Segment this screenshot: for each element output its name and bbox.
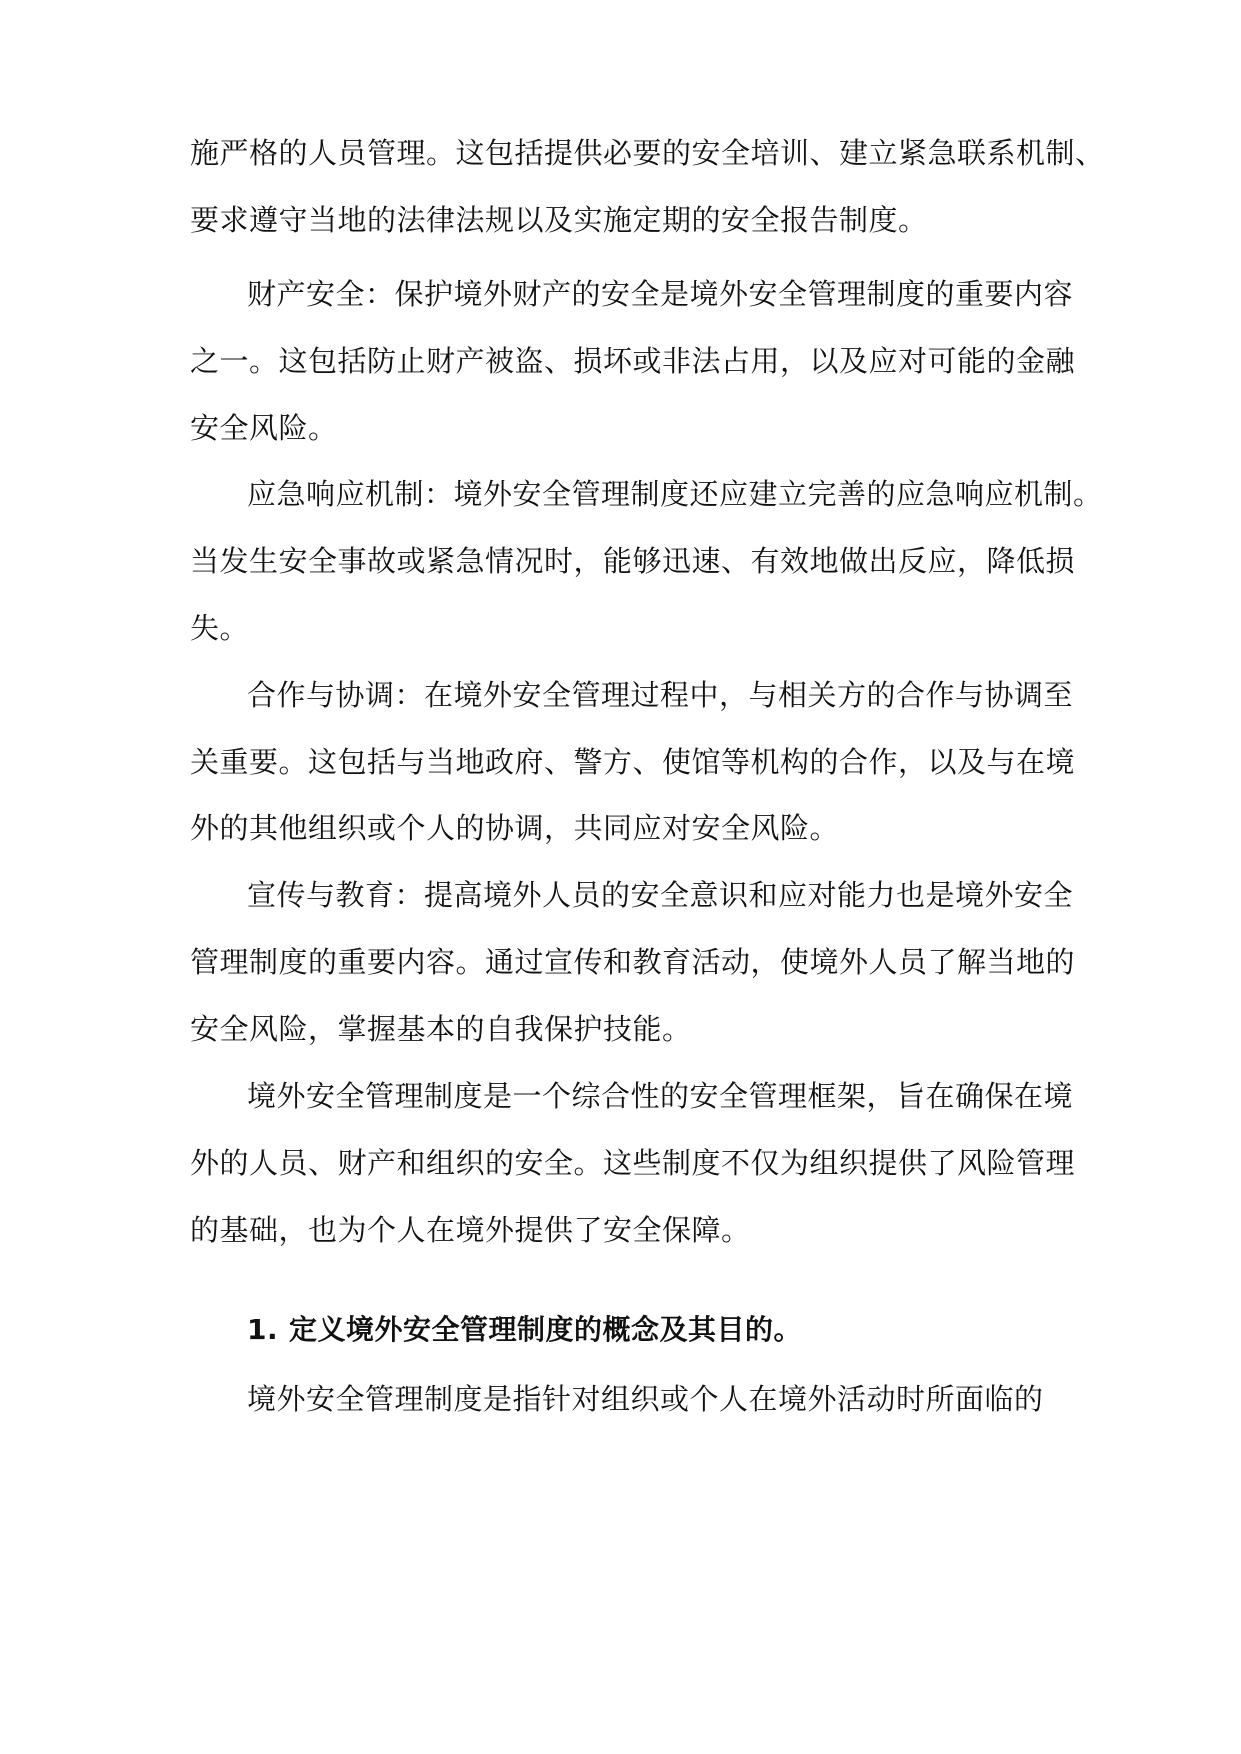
paragraph-line: 当发生安全事故或紧急情况时，能够迅速、有效地做出反应，降低损 bbox=[190, 544, 1076, 578]
paragraph-line: 财产安全：保护境外财产的安全是境外安全管理制度的重要内容 bbox=[247, 277, 1074, 311]
section-title: 定义境外安全管理制度的概念及其目的。 bbox=[289, 1313, 803, 1346]
paragraph-line: 施严格的人员管理。这包括提供必要的安全培训、建立紧急联系机制、 bbox=[190, 136, 1105, 170]
paragraph-line: 管理制度的重要内容。通过宣传和教育活动，使境外人员了解当地的 bbox=[190, 945, 1076, 979]
section-heading bbox=[247, 1310, 1127, 1350]
paragraph-line: 要求遵守当地的法律法规以及实施定期的安全报告制度。 bbox=[190, 203, 928, 237]
paragraph-line: 境外安全管理制度是一个综合性的安全管理框架，旨在确保在境 bbox=[247, 1079, 1074, 1113]
paragraph-line: 安全风险，掌握基本的自我保护技能。 bbox=[190, 1012, 692, 1046]
paragraph-line: 应急响应机制：境外安全管理制度还应建立完善的应急响应机制。 bbox=[247, 477, 1103, 511]
paragraph-line: 合作与协调：在境外安全管理过程中，与相关方的合作与协调至 bbox=[247, 678, 1074, 712]
paragraph-line: 外的其他组织或个人的协调，共同应对安全风险。 bbox=[190, 811, 840, 845]
paragraph-line: 安全风险。 bbox=[190, 411, 338, 445]
paragraph-line: 境外安全管理制度是指针对组织或个人在境外活动时所面临的 bbox=[247, 1382, 1044, 1416]
paragraph-line: 之一。这包括防止财产被盗、损坏或非法占用，以及应对可能的金融 bbox=[190, 344, 1076, 378]
paragraph-line: 宣传与教育：提高境外人员的安全意识和应对能力也是境外安全 bbox=[247, 878, 1074, 912]
paragraph-line: 的基础，也为个人在境外提供了安全保障。 bbox=[190, 1213, 751, 1247]
paragraph-line: 关重要。这包括与当地政府、警方、使馆等机构的合作，以及与在境 bbox=[190, 745, 1076, 779]
section-number: 1. bbox=[247, 1313, 279, 1346]
paragraph-line: 失。 bbox=[190, 611, 250, 645]
paragraph-line: 外的人员、财产和组织的安全。这些制度不仅为组织提供了风险管理 bbox=[190, 1146, 1076, 1180]
